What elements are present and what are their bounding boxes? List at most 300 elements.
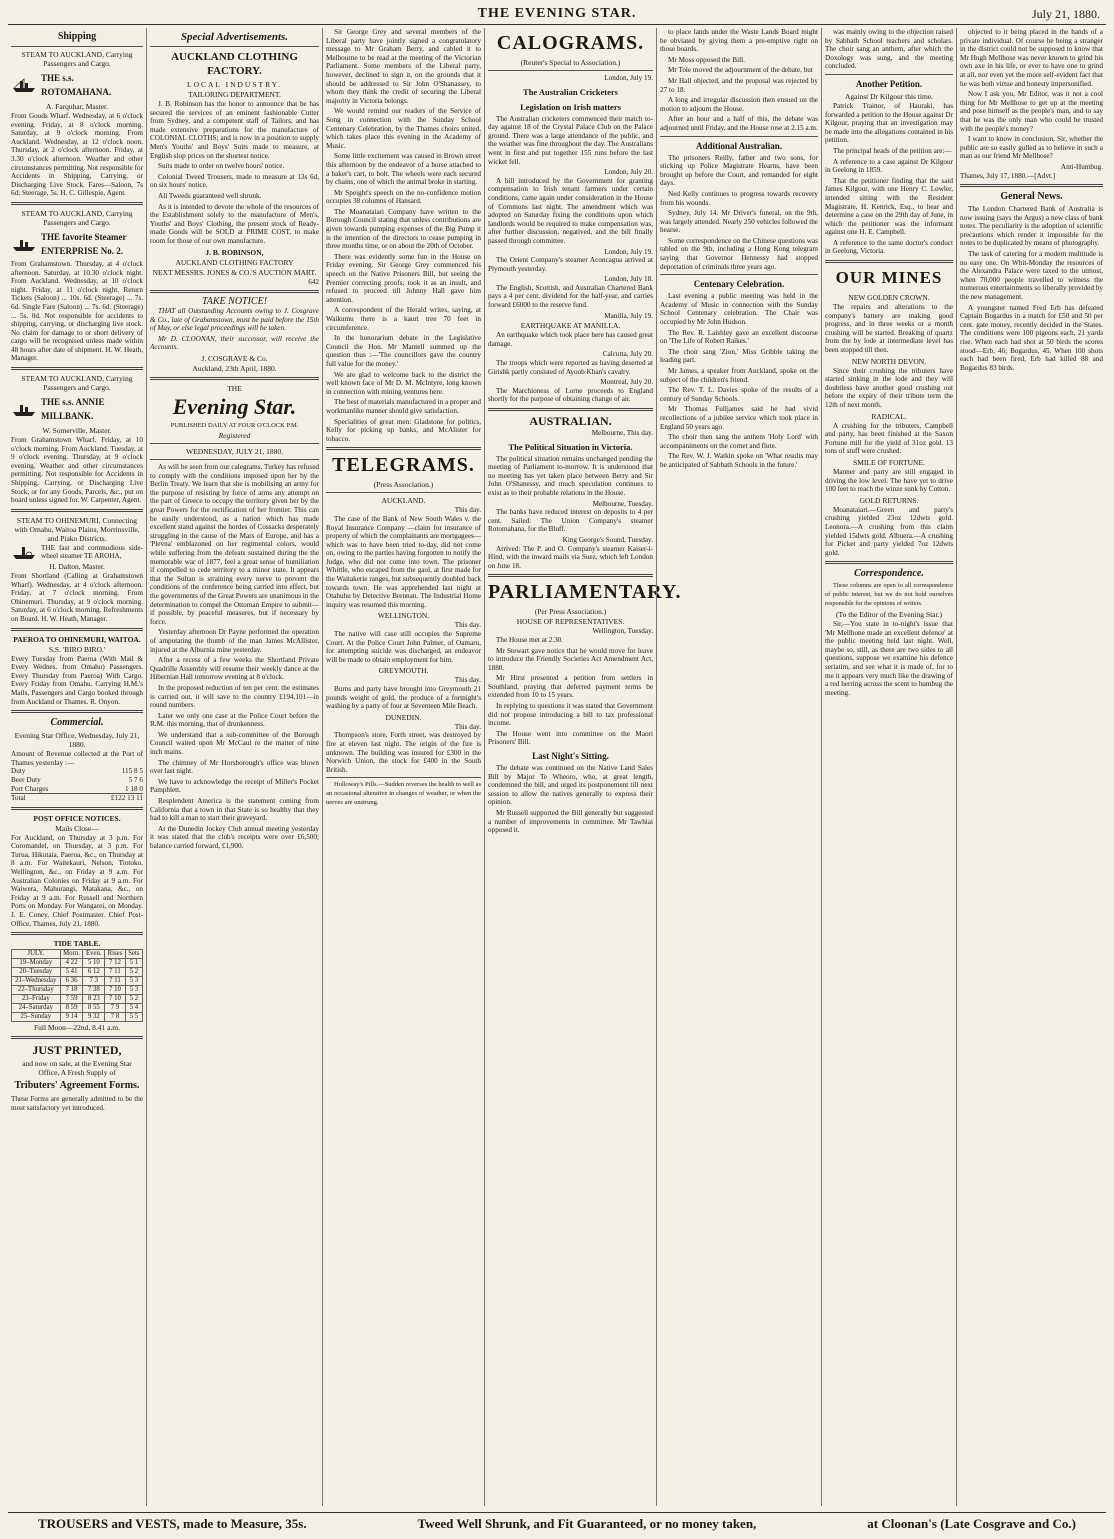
ship-master: A. Farquhar, Master. (46, 102, 108, 111)
tide-cell: 7 59 (60, 995, 83, 1004)
cable-dateline: Melbourne, This day. (591, 429, 653, 437)
steamship-icon (11, 236, 37, 252)
footer-ad-middle: Tweed Well Shrunk, and Fit Guaranteed, or no money taken, (417, 1515, 757, 1531)
telegram-time: This day. (454, 722, 481, 731)
ship-schedule: From Goods Wharf. Wednesday, at 6 o'clock evening. Friday, at 8 o'clock morning. Saturday, at 9 o'clock morning. From Auckland. Wednesday, at 12 o'clock noon. Thursday, at 2 o'clock afternoon. Friday, at 3.30 o'clock afternoon. Weather and other circumstances permitting. Not responsible for Accidents in Shipping, Carrying, or Discharging Live Stock. Fares—Saloon, 7s 6d; Steerage, 5s. H. C. Gillespie, Agent. (11, 112, 143, 198)
cable-text: The Marchioness of Lorne proceeds to England shortly for the purpose of obtaining change of air. (488, 386, 653, 404)
divider (488, 70, 653, 71)
news-paragraph: Mr Moss opposed the Bill. (668, 55, 745, 64)
parliament-paragraph: Mr Stewart gave notice that he would move for leave to introduce the Friendly Societies Act Amendment Act, 1880. (488, 646, 653, 672)
column-shipping (8, 28, 146, 1506)
cable-dateline: London, July 19. (604, 74, 653, 82)
calograms-sub: (Reuter's Special to Association.) (520, 58, 621, 67)
post-office-body: For Auckland, on Thursday at 3 p.m. For Coromandel, on Thursday, at 3 p.m. For Turua, Hikutaia, Paeroa, &c., on Thursday at 8 a.m. For Waitekauri, Nelson, Tiotoko, Wellington, &c., on Friday at 9 a.m. For Australian Colonies on Friday at 9 a.m. For Waiwera, Mahurangi, Matakana, &c., on Friday at 9 a.m. For Russell and Northern Ports on Monday. For Wangarei, on Monday. J. E. Coney, Chief Postmaster. Chief Post-Office, Thames, July 21, 1880. (11, 833, 143, 928)
cable-heading: The Political Situation in Victoria. (508, 441, 633, 452)
calograms-heading: CALOGRAMS. (496, 32, 645, 54)
paeroa-body: Every Tuesday from Paeroa (With Mail & Every Wednes. from Omahu) Passengers. Every Thursday from Paeroa) With Cargo. Every Friday from Omahu. Carrying H.M.'s Mails, Passengers and Cargo booked through from Auckland or Thames. R. Onyon. (11, 654, 143, 706)
editorial-paragraph: After a recess of a few weeks the Shortland Private Quadrille Assembly will resume their weekly dance at the Hibernian Hall tomorrow evening at 8 o'clock. (150, 656, 319, 682)
telegram-text: Thompson's store, Forth street, was destroyed by fire at eleven last night. The origin of the fire is unknown. The building was insured for £300 in the Norwich Union, the stock for £400 in the South British. (326, 731, 481, 774)
clothing-paragraph: All Tweeds guaranteed well shrunk. (158, 191, 262, 200)
telegram-time: This day. (454, 506, 481, 515)
divider (825, 561, 953, 564)
revenue-label: Duty (11, 767, 26, 776)
holloway-ad: Holloway's Pills.—Sudden reverses the health to well as an occasional alterative in changes of weather, or when the nerves are unstrung. (326, 781, 481, 806)
cable-text: The political situation remains unchanged pending the meeting of Parliament to-morrow. It is understood that no meeting has yet taken place between Berry and Sir John O'Shanessy, and much speculation continues to exist as to their probable relations in the House. (488, 454, 653, 497)
commercial-heading: Commercial. (50, 717, 104, 729)
tide-col-header: JULY. (12, 950, 61, 959)
correspondence-note: These columns are open to all correspondence of public interest, but we do not hold ourselves responsible for the opinions of writers. (825, 582, 953, 607)
tide-cell: 7 11 (105, 968, 126, 977)
revenue-total: £122 13 11 (110, 794, 143, 803)
correspondence-heading: Correspondence. (854, 568, 924, 580)
news-paragraph: The best of materials manufactured in a proper and workmanlike manner should give satisfaction. (326, 398, 481, 415)
shipping-heading: Shipping (57, 31, 97, 42)
centenary-paragraph: The Rev. R. Laishley gave an excellent discourse on 'The Life of Robert Raikes.' (660, 328, 818, 346)
ship-name: THE fast and commodious side-wheel steamer TE AROHA, (41, 543, 143, 561)
centenary-paragraph: The Rev. W. J. Watkin spoke on 'What results may be anticipated of Sabbath Schools in the future.' (660, 452, 818, 469)
cable-dateline: London, July 18. (604, 275, 653, 284)
news-paragraph: was mainly owing to the objection raised by Sabbath School teachers and scholars. The choir sang an anthem, after which the Doxology was sung, and the meeting concluded. (825, 28, 953, 71)
revenue-row (11, 767, 143, 776)
divider (960, 184, 1103, 187)
ad-code: 642 (308, 277, 319, 286)
commercial-office: Evening Star Office, Wednesday, July 21, 1880. (14, 731, 140, 750)
editorial-paragraph: The chimney of Mr Horsborough's office was blown over last night. (150, 758, 319, 776)
centenary-heading: Centenary Celebration. (693, 279, 785, 290)
mine-report: Manner and party are still engaged in driving the low level. The have yet to drive 100 feet to reach the winze sunk by Cotton. (825, 467, 953, 494)
clothing-paragraph: J. B. Robinson has the honor to announce that he has secured the services of an eminent fashionable Cutter from Sydney, and a competent staff of Tailors, and has made extensive preparations for the manufacture of COLONIAL CLOTHS; and is now in a position to supply Men's Youths' and Boys' Suits made to measure, at English slop prices on the shortest notice. (150, 100, 319, 160)
post-office-section (11, 814, 143, 929)
tide-cell: 25–Sunday (12, 1013, 61, 1022)
clothing-paragraph: Colonial Tweed Trousers, made to measure at 13s 6d, on six hours' notice. (150, 172, 319, 190)
divider (11, 807, 143, 810)
mine-report: Moanataiari.—Green and party's crushing yielded 23oz 12dwts gold. Leonora.—A crushing from this claim yielded 15dwts gold. Albuera.—A crushing for Picket and party yielded 7oz 12dwts gold. (825, 505, 953, 557)
paeroa-vessel: S.S. 'BIRO BIRO.' (48, 644, 106, 654)
mine-report: Since their crushing the tributers have started sinking in the lode and they will doubtless have another good crushing out before the expiry of their tribute term the 12th of next month. (825, 366, 953, 409)
tide-cell: 9 14 (60, 1013, 83, 1022)
news-paragraph: A long and irregular discussion then ensued on the motion to adjourn the House. (660, 96, 818, 113)
divider (660, 274, 818, 275)
cable-text: An earthquake which took place here has caused great damage. (488, 331, 653, 348)
ship-schedule: From Grahamstown. Thursday, at 4 o'clock afternoon. Saturday, at 10.30 o'clock night. From Auckland. Wednesday, at 10 o'clock night. Friday, at 11 o'clock night. Return Tickets (Saloon) ... 10s. 6d. (Steerage) ... 7s. 6d. Single Fare (Saloon) ... 7s. 6d. (Steerage) ... 5s. 0d. Not responsible for accidents to shipping, carrying, or discharging live stock. No claim for damage to or short delivery of cargo will be recognised unless made within 48 hours after date of shipment. H. W. Heath, Manager. (11, 259, 143, 363)
divider (11, 509, 143, 512)
notice-signature: Mr D. CLOONAN, their successor, will receive the Accounts. (150, 334, 319, 352)
letter-text: Sir,—You state in to-night's issue that 'Mr Mellhone made an excellent defence' at the public meeting held last night. Well, maybe so, still, as there are two sides to all questions, suppose we examine his defence seriatim, and see what it is made of, for to me it appears very much like the drawing of a red herring across the scent to humbug the meeting. (825, 620, 953, 697)
revenue-label: Port Charges (11, 784, 49, 793)
news-paragraph: There was evidently some fun in the House on Friday evening. Sir George Grey commenced his speech on the Native Prisoners Bill, but seeing the Premier correcting proofs, took it as an insult, and refused to proceed till Johnny Hall gave him attention. (326, 252, 481, 304)
ship-name: THE s.s. ROTOMAHANA. (41, 73, 112, 97)
cable-text: The troops which were reported as having deserted at Girishk partly consisted of Ayoob Khan's cavalry. (488, 359, 653, 376)
tide-cell: 4 22 (60, 959, 83, 968)
paddle-steamer-icon (11, 544, 37, 560)
telegram-place: GREYMOUTH. (378, 666, 429, 676)
column-mines (821, 28, 956, 1506)
mine-report: A crushing for the tributers, Campbell and party, has been finished at the Saxon Fortune mill for the yield of 31oz gold. 13 tons of stuff were crushed. (825, 421, 953, 456)
ship-notice (11, 516, 143, 624)
tide-cell: 21–Wednesday (12, 977, 61, 986)
ship-row (11, 228, 143, 260)
post-office-sub: Mails Close— (55, 823, 99, 833)
footer-advertisement (8, 1512, 1106, 1534)
ship-route: STEAM TO AUCKLAND, Carrying Passengers and Cargo. (21, 208, 133, 227)
petition-heading: Another Petition. (855, 78, 923, 89)
tide-cell: 5 2 (125, 968, 142, 977)
letter-text: I want to know in conclusion, Sir, whether the public are so easily gulled as to believe in such a man as our friend Mr Mellhose? (960, 135, 1103, 161)
news-paragraph: Mr Speight's speech on the no-confidence motion occupies 38 columns of Hansard. (326, 188, 481, 206)
column-advertisements (146, 28, 322, 1506)
divider (11, 367, 143, 370)
divider (660, 136, 818, 137)
editorial-paragraph: We have to acknowledge the receipt of Miller's Pocket Pamphlett. (150, 777, 319, 795)
news-paragraph: Mr Hall objected, and the proposal was rejected by 27 to 18. (660, 76, 818, 94)
steamship-icon (11, 77, 37, 93)
tide-cell: 7 18 (60, 986, 83, 995)
tide-cell: 5 2 (125, 995, 142, 1004)
divider (150, 377, 319, 380)
tide-cell: 24–Saturday (12, 1004, 61, 1013)
printed-forms-ad (11, 1043, 143, 1112)
cable-text: The English, Scottish, and Australian Chartered Bank pays a 4 per cent. dividend for the half-year, and carries forward £6000 to the reserve fund. (488, 283, 653, 310)
letter-signature: Anti-Humbug. (1060, 162, 1103, 171)
cable-dateline: London, July 20. (604, 168, 653, 177)
tide-table-heading: TIDE TABLE. (53, 939, 101, 949)
cable-heading: Legislation on Irish matters (520, 101, 621, 112)
mine-report: The repairs and alterations to the company's battery are making good progress, and in three weeks or a month crushing will be started. Breaking of quartz from the by lode at intermediate level has been stopped till then. (825, 303, 953, 355)
divider (11, 1036, 143, 1039)
mine-name: NEW NORTH DEVON. (851, 356, 927, 366)
news-paragraph: to place lands under the Waste Lands Board might be obviated by giving them a pre-emptive right on those boards. (660, 28, 818, 54)
telegram-place: WELLINGTON. (377, 611, 430, 621)
cable-heading: EARTHQUAKE AT MANILLA. (520, 321, 621, 331)
cable-dateline: Manilla, July 19. (604, 311, 653, 320)
revenue-amount: 115 8 5 (121, 767, 143, 776)
additional-paragraph: The prisoners Reilly, father and two sons, for sticking up Police Magistrate Hearns, have been brought up before the Court, and remanded for eight days. (660, 153, 818, 188)
divider (326, 777, 481, 778)
divider (825, 74, 953, 75)
column-cablegrams (484, 28, 682, 1506)
tide-col-header: Even. (83, 950, 105, 959)
notice-body: THAT all Outstanding Accounts owing to J. Cosgrave & Co., late of Grahamstown, must be paid before the 15th of May, or else legal proceedings will be taken. (150, 307, 319, 333)
ship-row (11, 393, 143, 425)
registered-line: Registered (218, 431, 251, 441)
robinson-signature: J. B. ROBINSON, (205, 247, 264, 257)
mines-heading: OUR MINES (835, 268, 943, 288)
mine-name: GOLD RETURNS. (859, 495, 919, 505)
ship-route: STEAM TO AUCKLAND, Carrying Passengers and Cargo. (21, 374, 133, 393)
additional-heading: Additional Australian. (695, 140, 783, 151)
notice-date: Auckland, 23th April, 1880. (192, 364, 277, 374)
notice-firm: J. COSGRAVE & Co. (201, 354, 268, 364)
cable-text: The banks have reduced interest on deposits to 4 per cent. Sailed: The Union Company's steamer Rotomahana, for the Bluff. (488, 508, 653, 534)
general-news-paragraph: A youngster named Fred Erb has defeated Captain Bogardus in a match for £50 and 50 per cent. gate money, recently decided in the States. The conditions were 100 pigeons each, 21 yards rise. When each had shot at 50 birds the scores stood—Erb, 46; Bogardus, 45. When 100 shots each had been fired, Erb had killed 88 and Bogardus 83 birds. (960, 303, 1103, 372)
cable-dateline: Melbourne, Tuesday. (592, 499, 653, 508)
editorial-paragraph: At the Dunedin Jockey Club annual meeting yesterday it was stated that the club's receipts were over £6,500; balance carried forward, £1,900. (150, 824, 319, 850)
letter-date: Thames, July 17, 1880.—[Advt.] (960, 171, 1056, 180)
printed-product: Tributers' Agreement Forms. (14, 1080, 140, 1092)
tide-cell: 8 55 (83, 1004, 105, 1013)
tide-table-section (11, 939, 143, 1032)
tide-cell: 5 1 (125, 959, 142, 968)
revenue-amount: 5 7 6 (128, 775, 143, 784)
issue-date: July 21, 1880. (1031, 7, 1100, 21)
petition-paragraph: A reference to a case against Dr Kilgour in Geelong in 1859. (825, 157, 953, 175)
cable-dateline: Montreal, July 20. (600, 378, 653, 387)
revenue-amount: 1 18 0 (125, 784, 143, 793)
tide-col-header: Morn. (60, 950, 83, 959)
telegrams-sub: (Press Association.) (373, 480, 434, 490)
petition-paragraph: A reference to the same doctor's conduct in Geelong, Victoria. (825, 238, 953, 256)
tide-col-header: Sets (125, 950, 142, 959)
divider (326, 447, 481, 450)
clothing-factory-title: AUCKLAND CLOTHING FACTORY. (171, 51, 298, 77)
centenary-paragraph: The Rev. T. L. Davies spoke of the results of a century of Sunday Schools. (660, 386, 818, 403)
telegram-text: Burns and party have brought into Greymouth 21 pounds weight of gold, the produce of a fortnight's washing by a party of four at Seventeen Mile Beach. (326, 685, 481, 711)
divider (825, 260, 953, 263)
revenue-row (11, 785, 143, 794)
news-paragraph: Mr Tole moved the adjournment of the debate, but (668, 66, 813, 75)
divider (150, 443, 319, 444)
tide-cell: 22–Thursday (12, 986, 61, 995)
centenary-paragraph: Mr James, a speaker from Auckland, spoke on the subject of the children's friend. (660, 367, 818, 384)
australian-heading: AUSTRALIAN. (529, 414, 612, 428)
ship-name: THE favorite Steamer ENTERPRISE No. 2. (41, 231, 127, 256)
centenary-paragraph: Mr Thomas Fulljames said he had vivid recollections of a jubilee service which took place in England 50 years ago. (660, 405, 818, 431)
revenue-row (11, 776, 143, 785)
centenary-paragraph: Last evening a public meeting was held in the Academy of Music in connection with the Sunday School Centenary celebration. The Chair was occupied by Mr John Hudson. (660, 292, 818, 327)
cable-text: A bill introduced by the Government for granting compensation to Irish tenant farmers under certain conditions, came again under consideration in the House of Commons last night. The amendment which was adopted on Saturday fixing the conditions upon which landlords would be required to make compensation was, after further discussion, negatived, and the bill finally passed through committee. (488, 176, 653, 245)
tide-cell: 19–Monday (12, 959, 61, 968)
tide-cell: 8 59 (60, 1004, 83, 1013)
news-paragraph: In the honorarium debate in the Legislative Council the Hon. Mr Mantell summed up the question thus :—'The councillors gave the country full value for the money.' (326, 334, 481, 368)
ship-schedule: From Shortland (Calling at Grahamstown Wharf). Wednesday, at 4 o'clock afternoon. Friday, at 7 o'clock morning. From Ohinemuri. Thursday, at 9 o'clock morning. Saturday, at 6 o'clock morning. Refreshments on Board. H. W. Heath, Manager. (11, 572, 143, 623)
tide-note: Full Moon—22nd, 8.41 a.m. (33, 1023, 121, 1033)
tide-cell: 7 9 (105, 1004, 126, 1013)
parliament-heading: PARLIAMENTARY. (488, 581, 682, 604)
tide-cell: 23–Friday (12, 995, 61, 1004)
paeroa-notice (11, 635, 143, 707)
editorial-paragraph: We understand that a sub-committee of the Borough Council waited upon Mr McCaul re the matter of nine inch mains. (150, 730, 319, 757)
tide-cell: 6 36 (60, 977, 83, 986)
additional-paragraph: Ned Kelly continues to progress towards recovery from his wounds. (660, 189, 818, 207)
printed-footer: These Forms are generally admitted to be the most satisfactory yet introduced. (11, 1095, 143, 1112)
tide-cell: 5 3 (125, 977, 142, 986)
divider (488, 408, 653, 411)
telegram-text: The native will case still occupies the Supreme Court. At the Police Court John Palmer, of Oamaru, for attempting suicide was discharged, an endeavor will be made to obtain employment for him. (326, 630, 481, 664)
tide-cell: 5 10 (83, 959, 105, 968)
cable-dateline: London, July 19. (604, 247, 653, 256)
telegram-place: AUCKLAND. (381, 496, 426, 506)
ship-schedule: From Grahamstown Wharf. Friday, at 10 o'clock morning. From Auckland. Tuesday, at 9 o'clock evening. Thursday, at 9 o'clock evening. Weather and other circumstances permitting. Not responsible for Accidents in Shipping, Carrying, or Discharging Live Stock, or for any Goods, Parcels, &c., put on board unless signed for. W. Carpenter, Agent. (11, 436, 143, 505)
cable-dateline: King George's Sound, Tuesday. (562, 535, 653, 544)
parliament-paragraph: The debate was continued on the Native Land Sales Bill by Major Te Wheoro, who, at great length, condemned the bill, and urged its postponement till next session to allow the natives generally to express their opinion. (488, 764, 653, 807)
steamship-icon (11, 401, 37, 417)
post-office-heading: POST OFFICE NOTICES. (33, 813, 121, 823)
tide-col-header: Rises (105, 950, 126, 959)
commercial-intro: Amount of Revenue collected at the Port of Thames yesterday :— (11, 750, 143, 767)
newspaper-title: THE EVENING STAR. (477, 6, 637, 21)
news-paragraph: We would remind our readers of the Service of Song in connection with the Sunday School Centenary Celebration, by the Thames choirs united, which takes place this evening in the Academy of Music. (326, 107, 481, 150)
mine-name: RADICAL. (871, 411, 907, 421)
parliament-paragraph: Mr Hirst presented a petition from settlers in Southland, praying that deferred payment terms be extended from 10 to 15 years. (488, 674, 653, 700)
clothing-paragraph: As it is intended to devote the whole of the resources of the Establishment solely to the manufacture of Men's, Youths' and Boys' Clothing, the present stock of Ready-made Goods will be SOLD at PRIME COST, to make room for those of our own manufacture. (150, 202, 319, 245)
tide-row (12, 1004, 143, 1013)
evening-star-nameplate: Evening Star. (172, 394, 297, 420)
clothing-paragraph: Suits made to order on twelve hours' notice. (158, 162, 285, 171)
divider (150, 459, 319, 460)
tide-cell: 5 3 (125, 986, 142, 995)
tide-cell: 8 23 (83, 995, 105, 1004)
masthead (8, 4, 1106, 25)
divider (11, 46, 143, 47)
ship-route: STEAM TO AUCKLAND, Carrying Passengers and Cargo. (21, 50, 133, 68)
tide-cell: 5 5 (125, 1013, 142, 1022)
telegram-time: This day. (454, 621, 481, 630)
centenary-paragraph: The choir then sang the anthem 'Holy Lord' with accompaniments on the cornet and flute. (660, 433, 818, 450)
house-heading: HOUSE OF REPRESENTATIVES. (516, 617, 625, 627)
robinson-business: AUCKLAND CLOTHING FACTORY (175, 257, 294, 267)
telegram-time: This day. (454, 676, 481, 685)
divider (11, 628, 143, 631)
tailoring-department: TAILORING DEPARTMENT. (188, 90, 281, 99)
editorial-paragraph: Yesterday afternoon Dr Payne performed the operation of amputating the thumb of the man James McAllister, injured at the Alburnia mine yesterday. (150, 628, 319, 654)
tide-row (12, 977, 143, 986)
petition-paragraph: That the petitioner finding that the said James Kilgour, with one Henry C. Lowler, intended sitting with the Resident Magistrate, H. Kenrick, Esq., to hear and determine a case on the 29th day of June, in which the petitioner was the informant against one H. E. Campbell. (825, 176, 953, 237)
tide-row (12, 995, 143, 1004)
petition-paragraph: Patrick Trainor, of Hauraki, has forwarded a petition to the House against Dr Kilgour, praying that an investigation may be made into the allegations contained in his petition. (825, 101, 953, 145)
special-ads-heading: Special Advertisements. (180, 31, 289, 43)
cable-text: The Orient Company's steamer Aconcagua arrived at Plymouth yesterday. (488, 256, 653, 273)
ship-name: THE s.s. ANNIE MILLBANK. (41, 397, 105, 422)
tide-row (12, 968, 143, 977)
footer-ad-left: TROUSERS and VESTS, made to Measure, 35s. (38, 1515, 307, 1531)
ship-notice (11, 209, 143, 363)
news-paragraph: Specialities of great men: Gladstone for politics, Kelly for picking up banks, and McAlister for tobacco. (326, 417, 481, 443)
parliament-sub: (Per Press Association.) (534, 607, 607, 617)
cable-text: Arrived: The P. and O. Company's steamer Kaiser-i-Hind, with the inward mails via Suez, which left London on June 18. (488, 544, 653, 570)
tide-cell: 7 12 (105, 959, 126, 968)
general-news-paragraph: The task of catering for a modern multitude is no easy one. On Whit-Monday the resources of the Alexandra Palace were taxed to the utmost, when 70,000 people travelled to witness the numerous entertainments so liberally provided by the new management. (960, 250, 1103, 302)
revenue-total-row (11, 793, 143, 803)
last-night-text: Mr Russell supported the Bill generally but suggested a number of improvements in committee. Mr Tawhiai opposed it. (488, 809, 653, 835)
tide-cell: 7 3 (83, 977, 105, 986)
divider (150, 46, 319, 47)
news-paragraph: A correspondent of the Herald writes, saying, at Waikumu there is a kauri tree 70 feet in circumference. (326, 306, 481, 332)
clothing-factory-sub: LOCAL INDUSTRY. (186, 80, 282, 89)
petition-paragraph: The principal heads of the petition are:— (833, 146, 952, 155)
tide-row (12, 1013, 143, 1022)
printed-body: and now on sale, at the Evening Star Office, A Fresh Supply of (22, 1059, 132, 1078)
editorial-paragraph: Resplendent America is the statement coming from California that a town in that State is so healthy that they had to kill a man to start their graveyard. (150, 797, 319, 823)
editorial-paragraph: In the proposed reduction of ten per cent. the estimates is carried out, it will save to the country £194,101—in round numbers. (150, 683, 319, 710)
cable-dateline: Calcutta, July 20. (602, 350, 653, 359)
ship-notice (11, 50, 143, 198)
tide-cell: 20–Tuesday (12, 968, 61, 977)
editorial-date: WEDNESDAY, JULY 21, 1880. (186, 447, 283, 457)
tide-row (12, 959, 143, 968)
tide-cell: 7 11 (105, 977, 126, 986)
ship-row (11, 544, 143, 561)
parliament-paragraph: In replying to questions it was stated that Government did not propose introducing a bill to tax professional income. (488, 702, 653, 728)
printed-title: JUST PRINTED, (32, 1043, 122, 1058)
parliament-dateline: Wellington, Tuesday. (592, 627, 653, 636)
general-news-paragraph: The London Chartered Bank of Australia is now issuing (says the Argus) a new class of bank notes. The peculiarity is the adoption of scientific precautions which render it impossible for the notes to be duplicated by means of photography. (960, 205, 1103, 248)
tide-cell: 9 32 (83, 1013, 105, 1022)
editorial-paragraph: Later we only one case at the Police Court before the R.M. this morning, that of drunkenness. (150, 711, 319, 729)
divider (488, 574, 653, 577)
divider (150, 290, 319, 293)
cable-text: The Australian cricketers commenced their match to-day against 18 of the Crystal Palace Club on the Palace ground. There was a large attendance of the public, and the weather was fine throughout the day. The Australians went in first and put together 155 runs before the last wicket fell. (488, 114, 653, 166)
mine-name: NEW GOLDEN CROWN. (848, 293, 930, 303)
letter-to: (To the Editor of the Evening Star.) (836, 610, 942, 620)
news-paragraph: Sir George Grey and several members of the Liberal party have jointly signed a congratulatory message to Mr Graham Berry, and cabled it to Melbourne to be read at the meeting of the Victorian Parliament. Some members of the Liberal party, however, declined to sign it, on the grounds that it should be addressed to Sir John O'Shanassey, to whom they think the credit of securing the Liberal majority in Victoria belongs. (326, 28, 481, 105)
additional-paragraph: Sydney, July 14. Mr Driver's funeral, on the 9th, was largely attended. Nearly 250 vehicles followed the hearse. (660, 209, 818, 235)
revenue-total-label: Total (11, 794, 26, 803)
letter-text: objected to it being placed in the hands of a private individual. Of course he being a stranger in the district could not be supposed to know that Mr Hugh Mellhose was never known to grind his own axe in his life, or ever to have one to grind at all, nor even yet the more self-evident fact that he was both virtue and honesty impersonified. (960, 28, 1103, 88)
tide-header-row (12, 950, 143, 959)
telegram-text: The case of the Bank of New South Wales v. the Royal Insurance Company —claim for insurance of property of which the complainants are mortgagees— which was to have been tried to-day, did not come on, owing to the parties having forgotten to notify the Judge, who did not come into town. The prisoner Whittle, who escaped from the gaol, at first made for the Waitakerie ranges, but subsequently doubled back towards town. He was apprehended last night at Otahuhu by Detective Brennan. The Industrial Home inquiry was resumed this morning. (326, 514, 481, 609)
parliament-paragraph: The House went into committee on the Maori Prisoners' Bill. (488, 729, 653, 747)
commercial-section (11, 717, 143, 803)
tide-cell: 5 41 (60, 968, 83, 977)
news-paragraph: After an hour and a half of this, the debate was adjourned until Friday, and the House rose at 2.15 a.m. (660, 115, 818, 132)
mine-name: SMILE OF FORTUNE. (853, 457, 925, 467)
telegrams-heading: TELEGRAMS. (332, 454, 475, 477)
editorial-paragraph: As will be seen from our calegrams, Turkey has refused to comply with the conditions imposed upon her by the Berlin Treaty. We learn that she is mobilising an army for the purpose of resisting by force of arms any attempt on the part of Greece to occupy the territory given her by the great Powers for the rectification of her frontier. This can be easily understood, as a nation which has made excellent stand against the hordes of Cossacks desperately struggling in the cause of the Mars of Europe, and has a 'Plevna' emblazoned on her regimental colors, would while suffering from the defeats sustained during the the memorable war of 1877, feel a great sense of humiliation if compelled to cede territory to a minor state. It appears that the Sultan is straining every nerve to prevent the conditions of the conference being carried into effect, but the governments of the Great Powers are unanimous in the determination to compel the Ottoman Empire to submit—if possible, by peaceful measures, but if necessary by force. (150, 463, 319, 626)
column-local-news (322, 28, 484, 1506)
tide-cell: 5 4 (125, 1004, 142, 1013)
paper-the: THE (227, 384, 242, 394)
letter-text: Now I ask you, Mr Editor, was it not a cool thing for Mr Mellhose to get up at the meeting and pose himself as the people's man, and to say that he was the only man who could be trusted with the people's money? (960, 90, 1103, 133)
tide-table (11, 949, 143, 1022)
general-news-heading: General News. (1000, 191, 1063, 203)
cable-heading: The Australian Cricketers (523, 86, 618, 97)
paeroa-title: PAEROA TO OHINEMURI, WAITOA. (13, 634, 141, 644)
ship-notice (11, 374, 143, 505)
telegram-place: DUNEDIN. (385, 712, 422, 722)
divider (326, 492, 481, 493)
ship-route: STEAM TO OHINEMURI, Connecting with Omahu, Waitoa Plains, Morrinsville, and Piako Districts. (14, 515, 140, 543)
footer-ad-right: at Cloonan's (Late Cosgrave and Co.) (867, 1515, 1076, 1531)
divider (11, 932, 143, 935)
petition-sub: Against Dr Kilgour this time. (844, 91, 934, 101)
tide-cell: 7 10 (105, 995, 126, 1004)
published-line: PUBLISHED DAILY AT FOUR O'CLOCK P.M. (170, 422, 299, 430)
tide-cell: 6 12 (83, 968, 105, 977)
column-general-news (956, 28, 1106, 1506)
ship-master: W. Somerville, Master. (42, 426, 112, 436)
ship-row (11, 69, 143, 101)
parliament-paragraph: The House met at 2.30. (496, 635, 564, 644)
newspaper-columns (8, 28, 1106, 1506)
column-additional (656, 28, 821, 1506)
notice-title: TAKE NOTICE! (201, 296, 268, 308)
last-night-heading: Last Night's Sitting. (532, 751, 609, 762)
tide-row (12, 986, 143, 995)
news-paragraph: The Moanataiari Company have written to the Borough Council stating that unless contributions are given towards pumping expenses of the Big Pump it is the intention of the directors to cease pumping in three months time, or on about the 20th of October. (326, 207, 481, 251)
ship-master: H. Dalton, Master. (49, 562, 105, 571)
divider (11, 202, 143, 205)
centenary-paragraph: The choir sang 'Zion,' Miss Gribble taking the leading part. (660, 347, 818, 365)
tide-cell: 7 38 (83, 986, 105, 995)
revenue-label: Beer Duty (11, 775, 41, 784)
robinson-address: NEXT MESSRS. JONES & CO.'S AUCTION MART. (152, 267, 317, 277)
tide-cell: 7 8 (105, 1013, 126, 1022)
additional-paragraph: Some correspondence on the Chinese questions was tabled on the 9th, including a Hong Kong telegram saying that Governor Hennessy had stopped deportation of criminals three years ago. (660, 236, 818, 271)
news-paragraph: We are glad to welcome back to the district the well known face of Mr D. M. McIntyre, long known in connection with mining ventures here. (326, 370, 481, 396)
news-paragraph: Some little excitement was caused in Brown street this afternoon by the endeavor of a horse attached to a baker's cart, to bolt. The wheels were each secured by chains, one of which the animal broke in starting. (326, 152, 481, 187)
divider (11, 710, 143, 713)
tide-cell: 7 10 (105, 986, 126, 995)
